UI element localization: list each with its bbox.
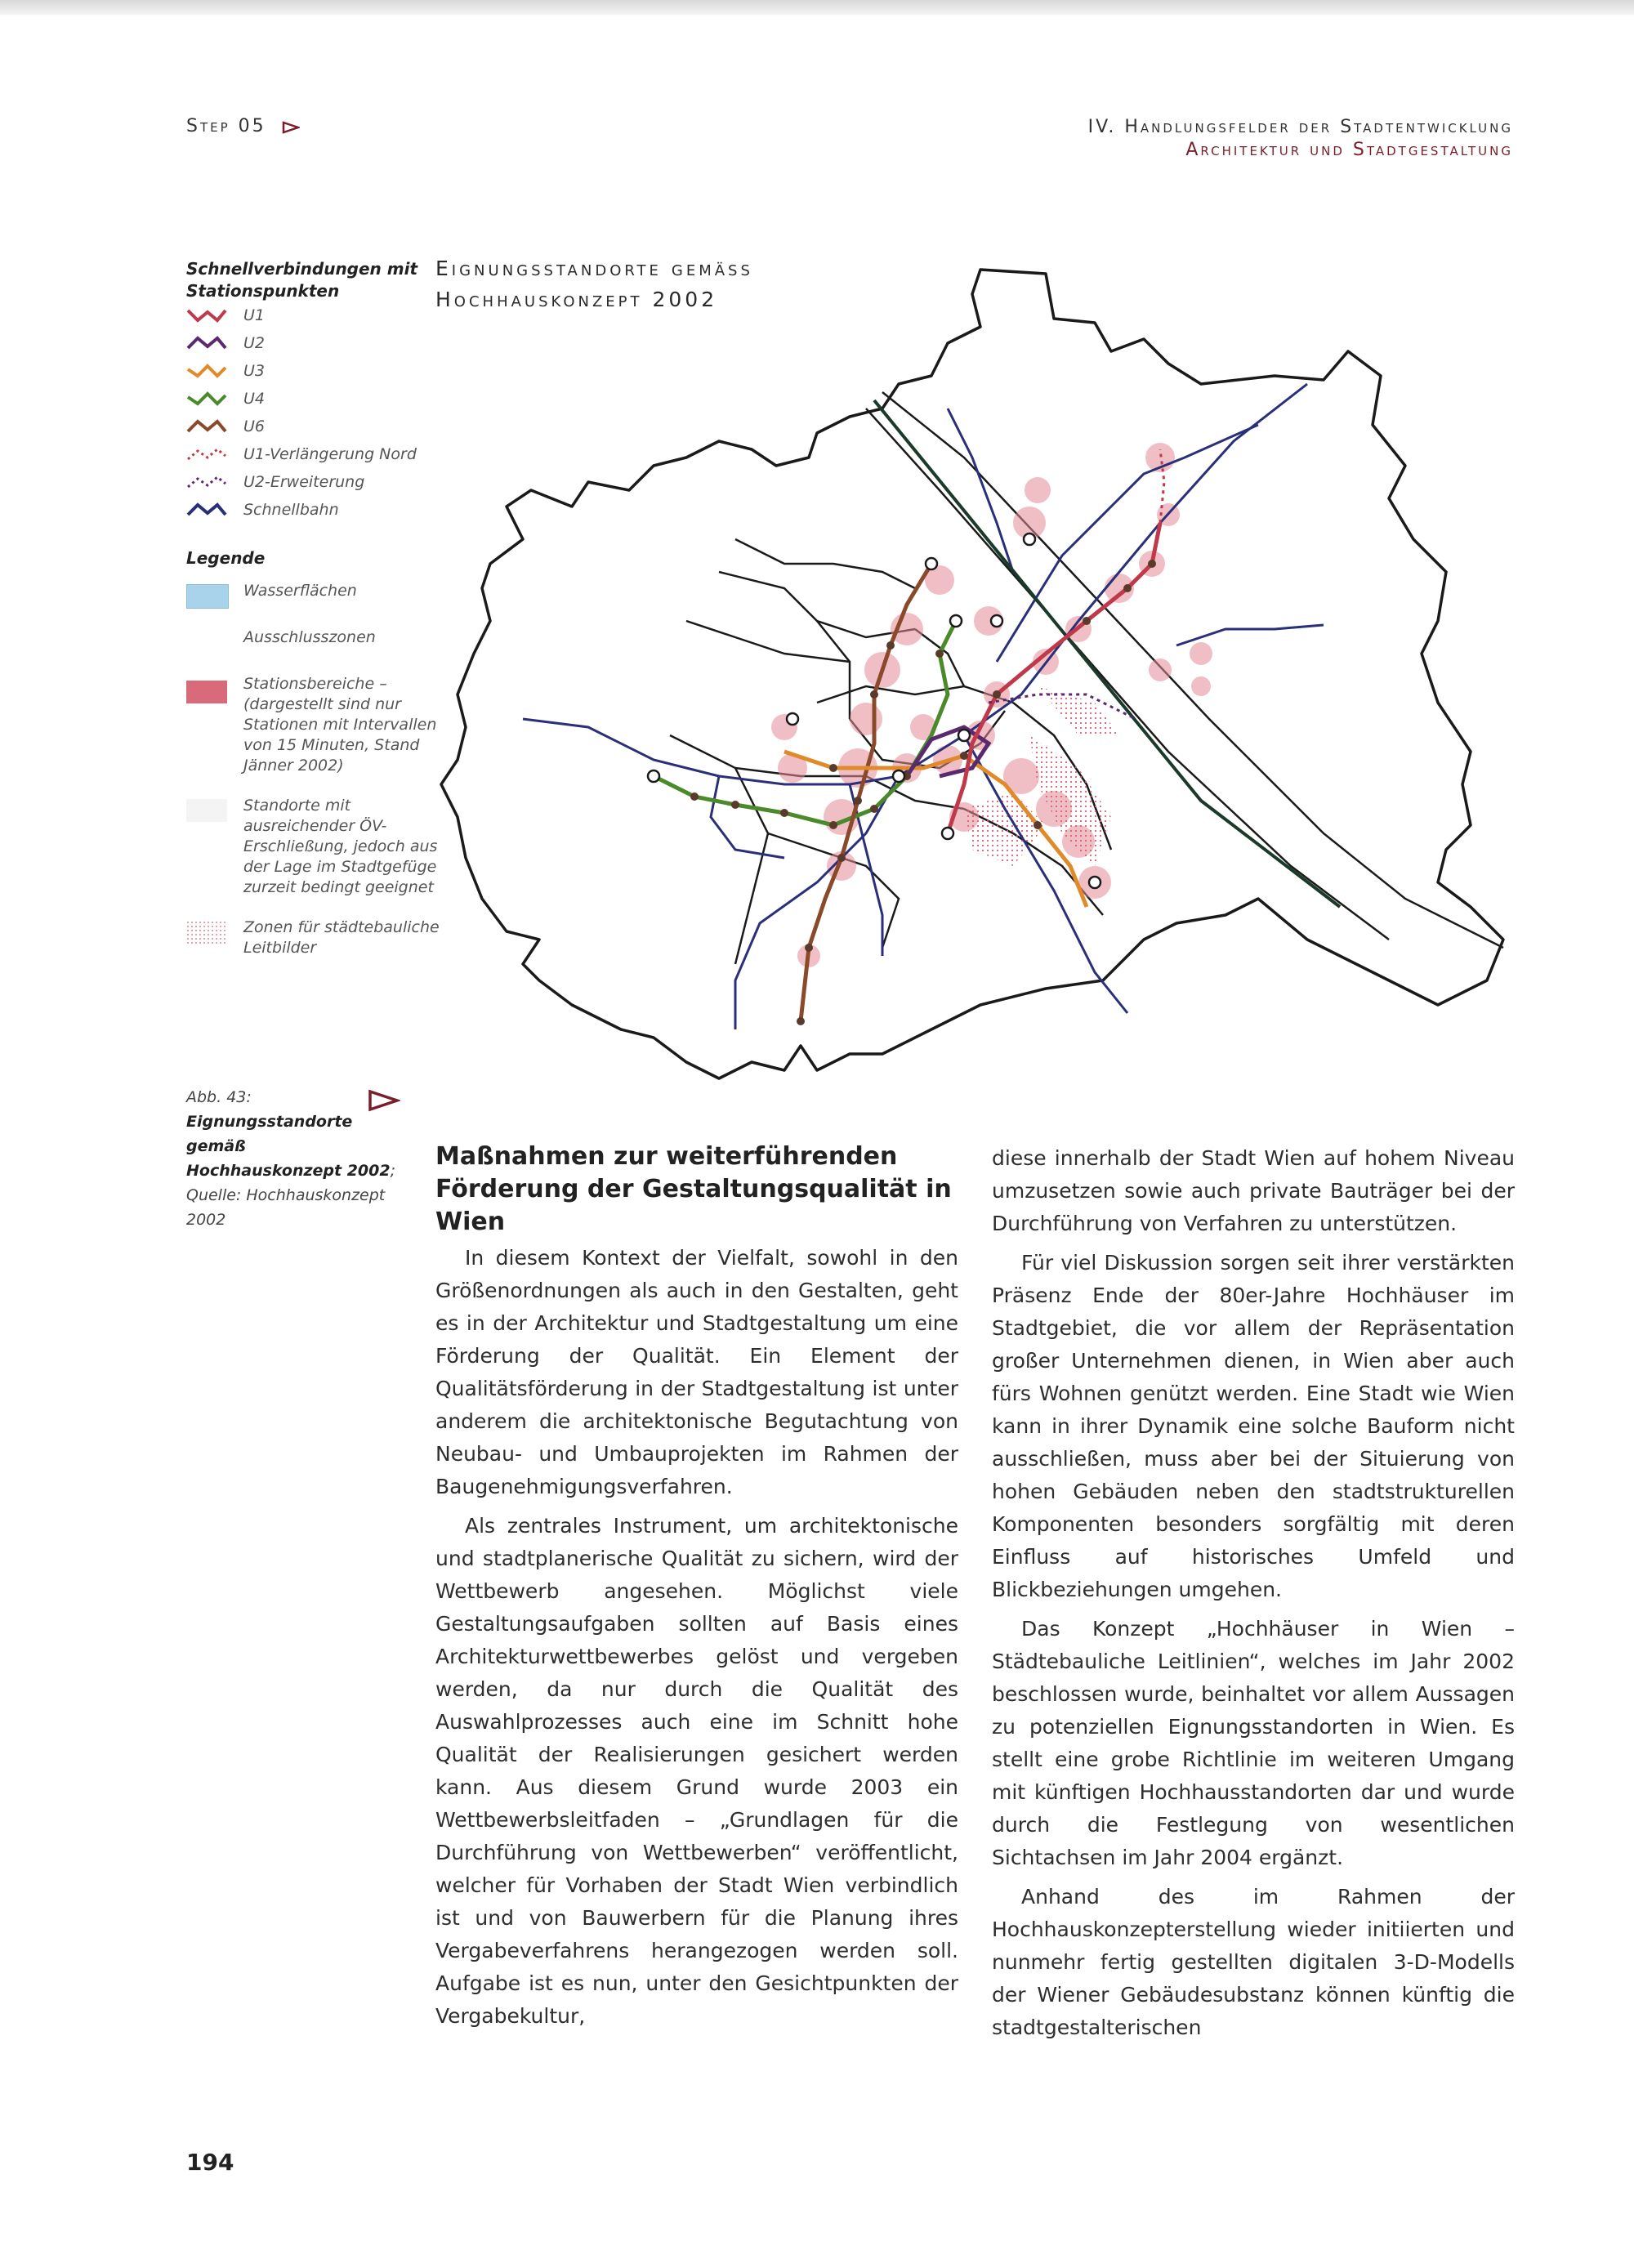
schnellbahn-line-icon: [186, 502, 227, 518]
paragraph: Das Konzept „Hochhäuser in Wien – Städtebauliche Leitlinien“, welches im Jahr 2002 beschlossen wurde, beinhaltet vor allem Aussagen zu potenziellen Eignungsstandorten in Wien. Es stellt eine grobe Richtlinie im weiteren Umgang mit künftigen Hochhausstandorten dar und wurde durch die Festlegung von wesentlichen Sichtachsen im Jahr 2004 ergänzt.: [992, 1617, 1515, 1869]
u4-line-icon: [186, 391, 227, 407]
paragraph: Anhand des im Rahmen der Hochhauskonzepterstellung wieder initiierten und nunmehr fertig gestellten digitalen 3-D-Modells der Wiener Gebäudesubstanz können künftig die stadtgestalterischen: [992, 1885, 1515, 2039]
step-arrow-icon: [282, 121, 300, 134]
article-column-1: [435, 1141, 958, 2033]
legend-item-u3: [186, 358, 448, 386]
water-swatch: [186, 584, 229, 609]
legend-exclusion: [186, 627, 448, 648]
legend-label: U2: [243, 334, 265, 352]
legend-urban-zones: [186, 917, 448, 958]
legend-item-schnellbahn: [186, 497, 448, 525]
article-title: Maßnahmen zur weiterführenden Förderung der Gestaltungsqualität in Wien: [435, 1142, 952, 1236]
paragraph: Als zentrales Instrument, um architektonische und stadtplanerische Qualität zu sichern, wird der Wettbewerb angesehen. Möglichst viele Gestaltungsaufgaben sollten auf Basis eines Architekturwettbewerbes gelöst und vergeben werden, da nur durch die Qualität des Auswahlprozesses auch eine im Schnitt hohe Qualität der Realisierungen gesichert werden kann. Aus diesem Grund wurde 2003 ein Wettbewerbsleitfaden – „Grundlagen für die Durchführung von Wettbewerben“ veröffentlicht, welcher für Vorhaben der Stadt Wien verbindlich ist und von Bauwerbern für die Planung ihres Vergabeverfahrens herangezogen werden soll. Aufgabe ist es nun, unter den Gesichtpunkten der Vergabekultur,: [435, 1514, 958, 2028]
legend-water: [186, 581, 448, 601]
station-area-swatch: [186, 681, 227, 703]
step-label: Step 05: [186, 116, 266, 136]
legend-label: Zonen für städtebauliche Leitbilder: [243, 918, 440, 957]
legend-item-u6: [186, 413, 448, 441]
u3-line-icon: [186, 363, 227, 379]
legend-item-u4: [186, 386, 448, 413]
legend-label: U2-Erweiterung: [243, 473, 365, 491]
legend-label: U6: [243, 417, 265, 435]
legend-item-u1-extension: [186, 441, 448, 469]
city-boundary: [441, 270, 1503, 1078]
legend-item-u2-extension: [186, 469, 448, 497]
paragraph: Für viel Diskussion sorgen seit ihrer verstärkten Präsenz Ende der 80er-Jahre Hochhäuser im Stadtgebiet, die vor allem der Repräsentation großer Unternehmen dienen, in Wien aber auch fürs Wohnen genützt werden. Eine Stadt wie Wien kann in ihrer Dynamik eine solche Bauform nicht ausschließen, muss aber bei der Situierung von hohen Gebäuden neben den stadtstrukturellen Komponenten besonders sorgfältig mit deren Einfluss auf historisches Umfeld und Blickbeziehungen umgehen.: [992, 1251, 1515, 1601]
caption-title: Eignungsstandorte gemäß Hochhauskonzept 2002: [186, 1113, 391, 1180]
paragraph: In diesem Kontext der Vielfalt, sowohl in den Größenordnungen als auch in den Gestalten, geht es in der Architektur und Stadtgestaltung um eine Förderung der Qualität. Ein Element der Qualitätsförderung in der Stadtgestaltung ist unter anderem die architektonische Begutachtung von Neubau- und Umbauprojekten im Rahmen der Baugenehmigungsverfahren.: [435, 1246, 958, 1498]
paragraph: diese innerhalb der Stadt Wien auf hohem Niveau umzusetzen sowie auch private Bauträger bei der Durchführung von Verfahren zu unterstützen.: [992, 1146, 1515, 1235]
legend2-heading: Legende: [186, 548, 266, 568]
chapter-title: IV. Handlungsfelder der Stadtentwicklung: [1087, 117, 1513, 137]
legend-label: Ausschlusszonen: [243, 628, 376, 646]
legend-label: Stationsbereiche – (dargestellt sind nur Stationen mit Intervallen von 15 Minuten, Stand Jänner 2002): [243, 675, 437, 775]
caption-source: ; Quelle: Hochhauskonzept 2002: [186, 1162, 395, 1229]
u2-extension-line-icon: [186, 474, 227, 490]
u1-line-icon: [186, 307, 227, 324]
legend-station-area: [186, 674, 448, 776]
u2-line-icon: [186, 335, 227, 351]
legend-label: U1-Verlängerung Nord: [243, 445, 417, 463]
caption-figure-number: Abb. 43:: [186, 1088, 252, 1106]
map-title-line1: Eignungsstandorte gemäss: [435, 257, 753, 280]
legend-label: Wasserflächen: [243, 582, 357, 600]
legend-heading: Schnellverbindungen mit Stationspunkten: [186, 259, 418, 301]
figure-caption: [186, 1085, 399, 1232]
legend-label: Schnellbahn: [243, 501, 339, 519]
legend-label: U4: [243, 390, 265, 408]
urban-zone-swatch: [186, 921, 227, 944]
u1-extension-line-icon: [186, 446, 227, 462]
page-number: 194: [186, 2149, 234, 2176]
legend-label: U1: [243, 306, 265, 324]
running-header: [1088, 116, 1513, 162]
map-title-line2: Hochhauskonzept 2002: [435, 288, 718, 311]
legend-label: U3: [243, 362, 265, 380]
legend-conditional: [186, 796, 448, 898]
conditional-swatch: [186, 799, 227, 822]
legend-item-u1: [186, 302, 448, 330]
map-legend: [186, 258, 448, 958]
article-column-2: [992, 1142, 1515, 2044]
section-title: Architektur und Stadtgestaltung: [1185, 140, 1513, 160]
u6-line-icon: [186, 418, 227, 435]
legend-item-u2: [186, 330, 448, 358]
exclusion-swatch: [186, 631, 227, 654]
scan-edge: [0, 0, 1634, 15]
vienna-map: [425, 245, 1536, 1095]
legend-label: Standorte mit ausreichender ÖV-Erschließung, jedoch aus der Lage im Stadtgefüge zurzeit bedingt geeignet: [243, 797, 438, 896]
